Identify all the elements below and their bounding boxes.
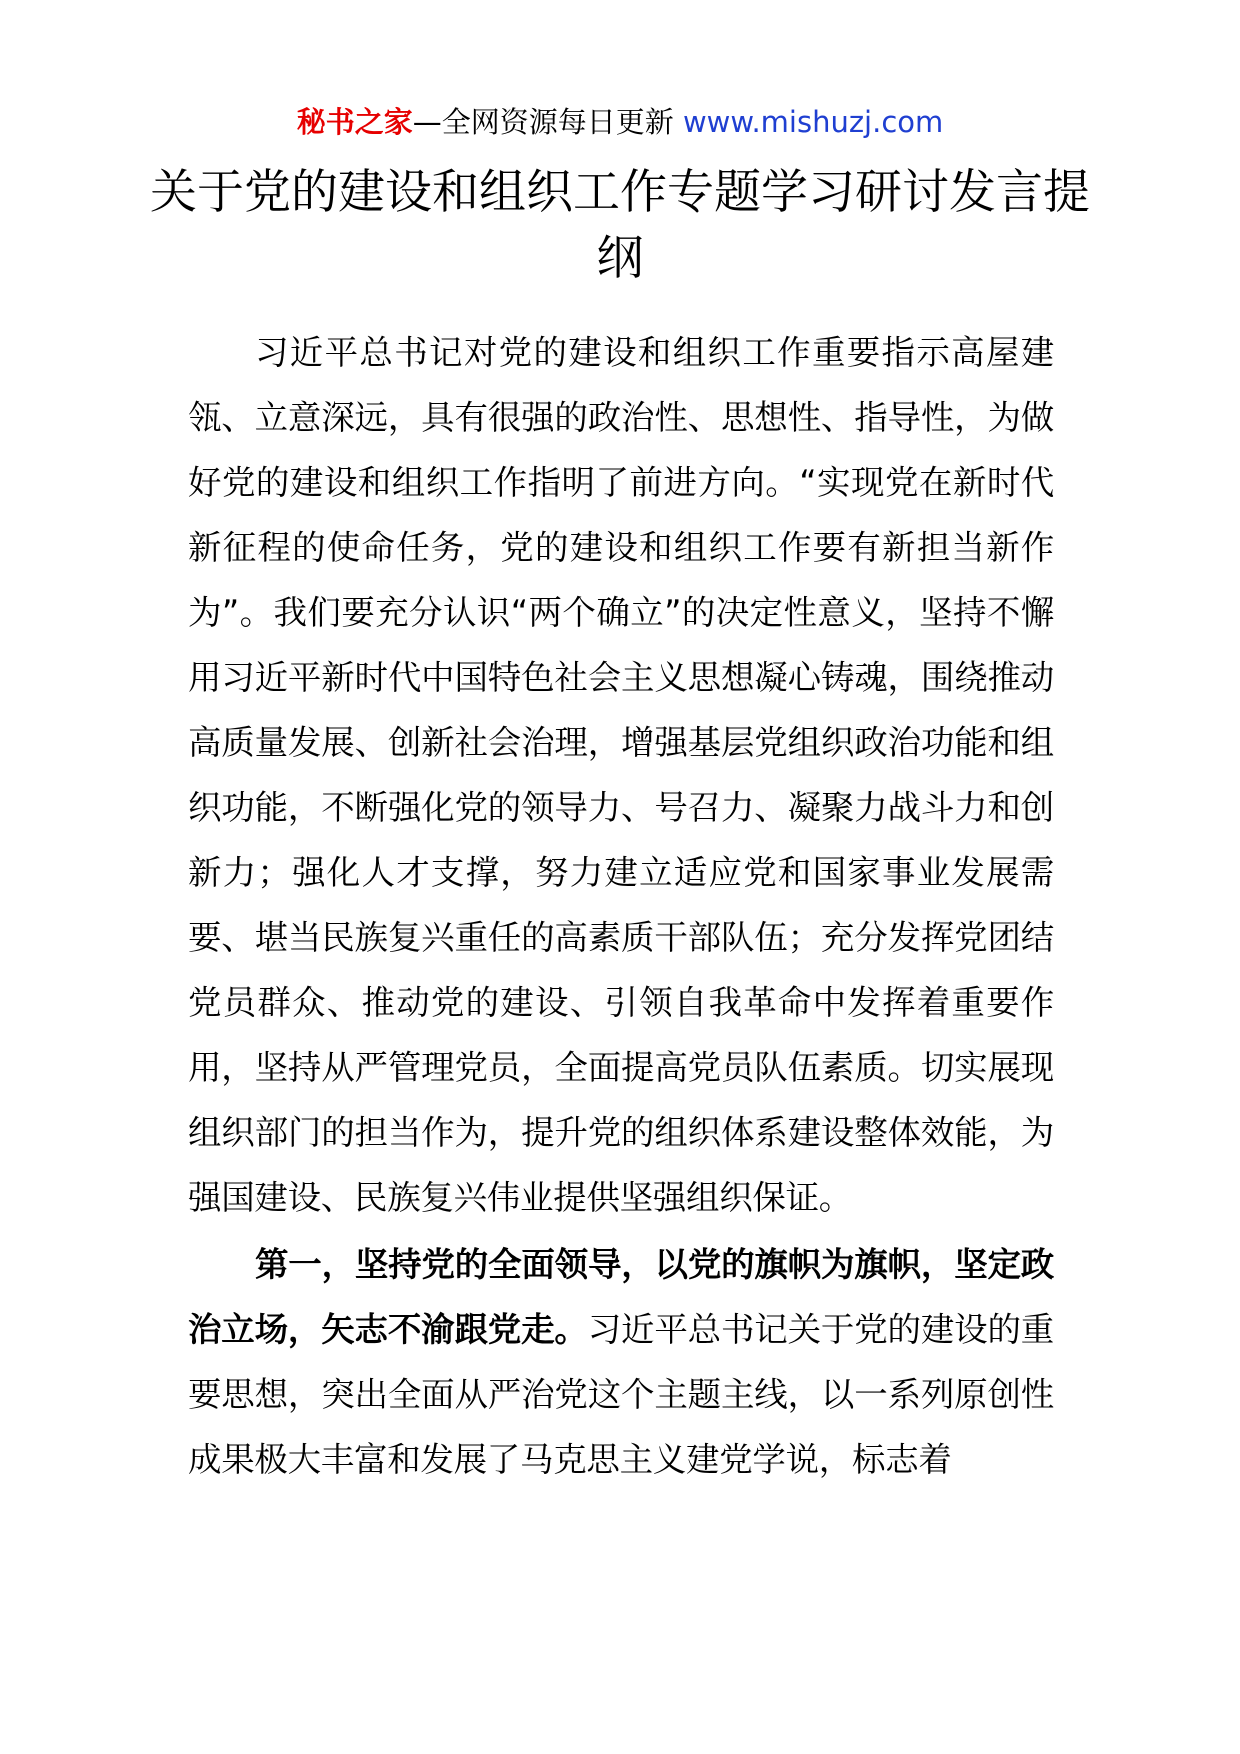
paragraph-intro bbox=[188, 320, 1054, 1230]
paragraph-first-point bbox=[188, 1232, 1054, 1492]
site-tagline: —全网资源每日更新 bbox=[412, 105, 674, 139]
paragraph-text: 习近平总书记对党的建设和组织工作重要指示高屋建瓴、立意深远，具有很强的政治性、思想性、指导性，为做好党的建设和组织工作指明了前进方向。“实现党在新时代新征程的使命任务，党的建设和组织工作要有新担当新作为”。我们要充分认识“两个确立”的决定性意义，坚持不懈用习近平新时代中国特色社会主义思想凝心铸魂，围绕推动高质量发展、创新社会治理，增强基层党组织政治功能和组织功能，不断强化党的领导力、号召力、凝聚力战斗力和创新力；强化人才支撑，努力建立适应党和国家事业发展需要、堪当民族复兴重任的高素质干部队伍；充分发挥党团结党员群众、推动党的建设、引领自我革命中发挥着重要作用，坚持从严管理党员，全面提高党员队伍素质。切实展现组织部门的担当作为，提升党的组织体系建设整体效能，为强国建设、民族复兴伟业提供坚强组织保证。 bbox=[188, 333, 1054, 1217]
site-url-link[interactable]: www.mishuzj.com bbox=[682, 105, 944, 139]
paragraph-text: 习近平总书记关于党的建设的重要思想，突出全面从严治党这个主题主线，以一系列原创性成果极大丰富和发展了马克思主义建党学说，标志着 bbox=[188, 1310, 1054, 1479]
document-title: 关于党的建设和组织工作专题学习研讨发言提纲 bbox=[150, 165, 1090, 286]
site-header bbox=[0, 100, 1240, 144]
paragraph-lead: 第一，坚持党的全面领导，以党的旗帜为旗帜，坚定政治立场，矢志不渝跟党走。 bbox=[188, 1245, 1054, 1349]
document-body bbox=[188, 320, 1054, 1494]
site-brand: 秘书之家 bbox=[296, 105, 413, 139]
